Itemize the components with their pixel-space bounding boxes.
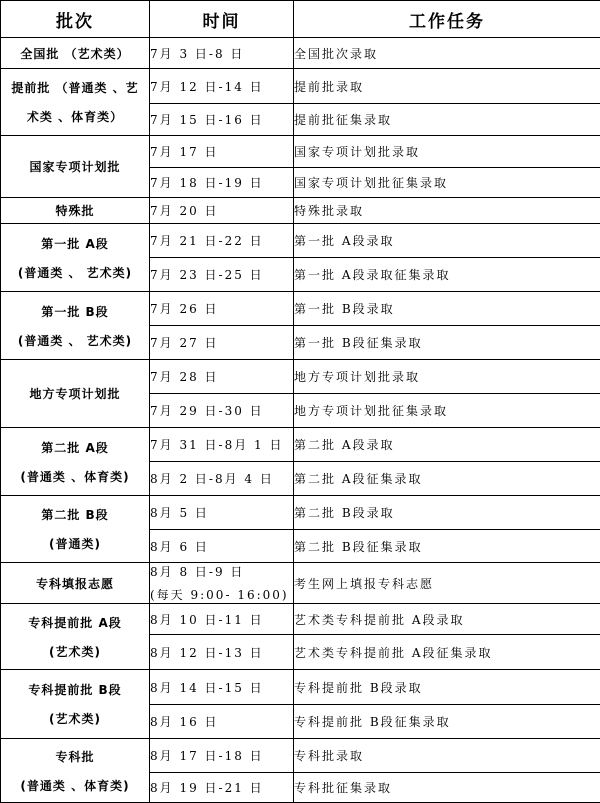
time-text: 7月 27 日 (150, 334, 293, 351)
batch-label: 第一批 A段 (1, 235, 149, 252)
batch-label: 地方专项计划批 (1, 385, 149, 402)
time-cell (150, 104, 294, 136)
table-row (1, 670, 600, 705)
batch-label: (普通类 、体育类) (1, 468, 149, 485)
batch-label: 术类 、体育类） (1, 108, 149, 125)
table-row (1, 428, 600, 462)
task-cell: 考生网上填报专科志愿 (294, 563, 600, 604)
time-cell (150, 292, 294, 326)
time-cell (150, 563, 294, 604)
batch-label: 第二批 A段 (1, 439, 149, 456)
batch-cell (1, 563, 150, 604)
table-row (1, 604, 600, 635)
batch-cell (1, 38, 150, 69)
batch-label: (艺术类) (1, 710, 149, 727)
task-cell: 艺术类专科提前批 A段录取 (294, 604, 600, 635)
time-cell (150, 394, 294, 428)
batch-label: (艺术类) (1, 643, 149, 660)
batch-cell (1, 224, 150, 292)
task-cell: 艺术类专科提前批 A段征集录取 (294, 635, 600, 670)
task-cell: 第二批 A段征集录取 (294, 462, 600, 496)
batch-label: 专科提前批 A段 (1, 614, 149, 631)
batch-cell (1, 136, 150, 198)
time-cell (150, 462, 294, 496)
batch-label: (普通类) (1, 535, 149, 552)
time-cell (150, 198, 294, 224)
batch-label: 第二批 B段 (1, 506, 149, 523)
time-text: 8月 12 日-13 日 (150, 644, 293, 661)
table-row (1, 563, 600, 604)
time-cell (150, 428, 294, 462)
batch-cell (1, 739, 150, 803)
task-cell: 特殊批录取 (294, 198, 600, 224)
time-text: 7月 29 日-30 日 (150, 402, 293, 419)
time-text: 7月 18 日-19 日 (150, 174, 293, 191)
batch-label: 国家专项计划批 (1, 158, 149, 175)
time-text: 8月 6 日 (150, 538, 293, 555)
time-cell (150, 530, 294, 563)
batch-cell (1, 604, 150, 670)
task-cell: 专科批录取 (294, 739, 600, 773)
time-text: 8月 8 日-9 日 (150, 563, 293, 580)
time-cell (150, 360, 294, 394)
table-row (1, 38, 600, 69)
batch-cell (1, 198, 150, 224)
time-cell (150, 604, 294, 635)
time-cell (150, 670, 294, 705)
time-cell (150, 38, 294, 69)
header-time: 时间 (150, 1, 294, 38)
task-cell: 第二批 A段录取 (294, 428, 600, 462)
time-cell (150, 168, 294, 198)
time-text: 8月 19 日-21 日 (150, 779, 293, 796)
schedule-body (1, 38, 600, 803)
batch-cell (1, 292, 150, 360)
time-text: 7月 15 日-16 日 (150, 111, 293, 128)
batch-label: 全国批 （艺术类） (1, 45, 149, 62)
batch-label: 专科填报志愿 (1, 575, 149, 592)
batch-cell (1, 360, 150, 428)
task-cell: 专科提前批 B段征集录取 (294, 705, 600, 739)
table-row (1, 496, 600, 530)
time-cell (150, 136, 294, 168)
batch-label: (普通类 、体育类) (1, 777, 149, 794)
time-text: 8月 2 日-8月 4 日 (150, 470, 293, 487)
table-row (1, 739, 600, 773)
time-text: 7月 3 日-8 日 (150, 45, 293, 62)
header-task: 工作任务 (294, 1, 600, 38)
time-cell (150, 496, 294, 530)
time-cell (150, 326, 294, 360)
batch-label: 提前批 （普通类 、艺 (1, 79, 149, 96)
time-text: (每天 9:00- 16:00) (150, 586, 293, 603)
task-cell: 第二批 B段录取 (294, 496, 600, 530)
table-row (1, 224, 600, 258)
time-cell (150, 739, 294, 773)
table-row (1, 136, 600, 168)
task-cell: 全国批次录取 (294, 38, 600, 69)
time-cell (150, 258, 294, 292)
batch-label: 第一批 B段 (1, 303, 149, 320)
task-cell: 第二批 B段征集录取 (294, 530, 600, 563)
time-text: 7月 17 日 (150, 143, 293, 160)
task-cell: 提前批录取 (294, 69, 600, 104)
task-cell: 国家专项计划批征集录取 (294, 168, 600, 198)
batch-cell (1, 428, 150, 496)
batch-label: (普通类 、 艺术类) (1, 332, 149, 349)
time-text: 7月 12 日-14 日 (150, 78, 293, 95)
time-text: 8月 14 日-15 日 (150, 679, 293, 696)
batch-cell (1, 670, 150, 739)
header-batch: 批次 (1, 1, 150, 38)
task-cell: 第一批 A段录取 (294, 224, 600, 258)
task-cell: 第一批 B段征集录取 (294, 326, 600, 360)
time-text: 7月 20 日 (150, 202, 293, 219)
time-text: 7月 23 日-25 日 (150, 266, 293, 283)
table-row (1, 198, 600, 224)
time-text: 8月 16 日 (150, 713, 293, 730)
batch-label: 专科提前批 B段 (1, 681, 149, 698)
batch-label: 特殊批 (1, 202, 149, 219)
batch-cell (1, 496, 150, 563)
header-row (1, 1, 600, 38)
time-text: 7月 21 日-22 日 (150, 232, 293, 249)
time-text: 7月 31 日-8月 1 日 (150, 436, 293, 453)
task-cell: 第一批 A段录取征集录取 (294, 258, 600, 292)
time-cell (150, 705, 294, 739)
task-cell: 地方专项计划批征集录取 (294, 394, 600, 428)
time-text: 8月 17 日-18 日 (150, 747, 293, 764)
table-row (1, 360, 600, 394)
batch-label: 专科批 (1, 748, 149, 765)
time-text: 8月 10 日-11 日 (150, 611, 293, 628)
table-row (1, 292, 600, 326)
time-cell (150, 224, 294, 258)
task-cell: 第一批 B段录取 (294, 292, 600, 326)
task-cell: 国家专项计划批录取 (294, 136, 600, 168)
table-row (1, 69, 600, 104)
time-text: 7月 26 日 (150, 300, 293, 317)
time-cell (150, 69, 294, 104)
batch-cell (1, 69, 150, 136)
task-cell: 提前批征集录取 (294, 104, 600, 136)
time-cell (150, 773, 294, 803)
time-text: 8月 5 日 (150, 504, 293, 521)
task-cell: 地方专项计划批录取 (294, 360, 600, 394)
time-cell (150, 635, 294, 670)
task-cell: 专科提前批 B段录取 (294, 670, 600, 705)
batch-label: (普通类 、 艺术类) (1, 264, 149, 281)
time-text: 7月 28 日 (150, 368, 293, 385)
task-cell: 专科批征集录取 (294, 773, 600, 803)
